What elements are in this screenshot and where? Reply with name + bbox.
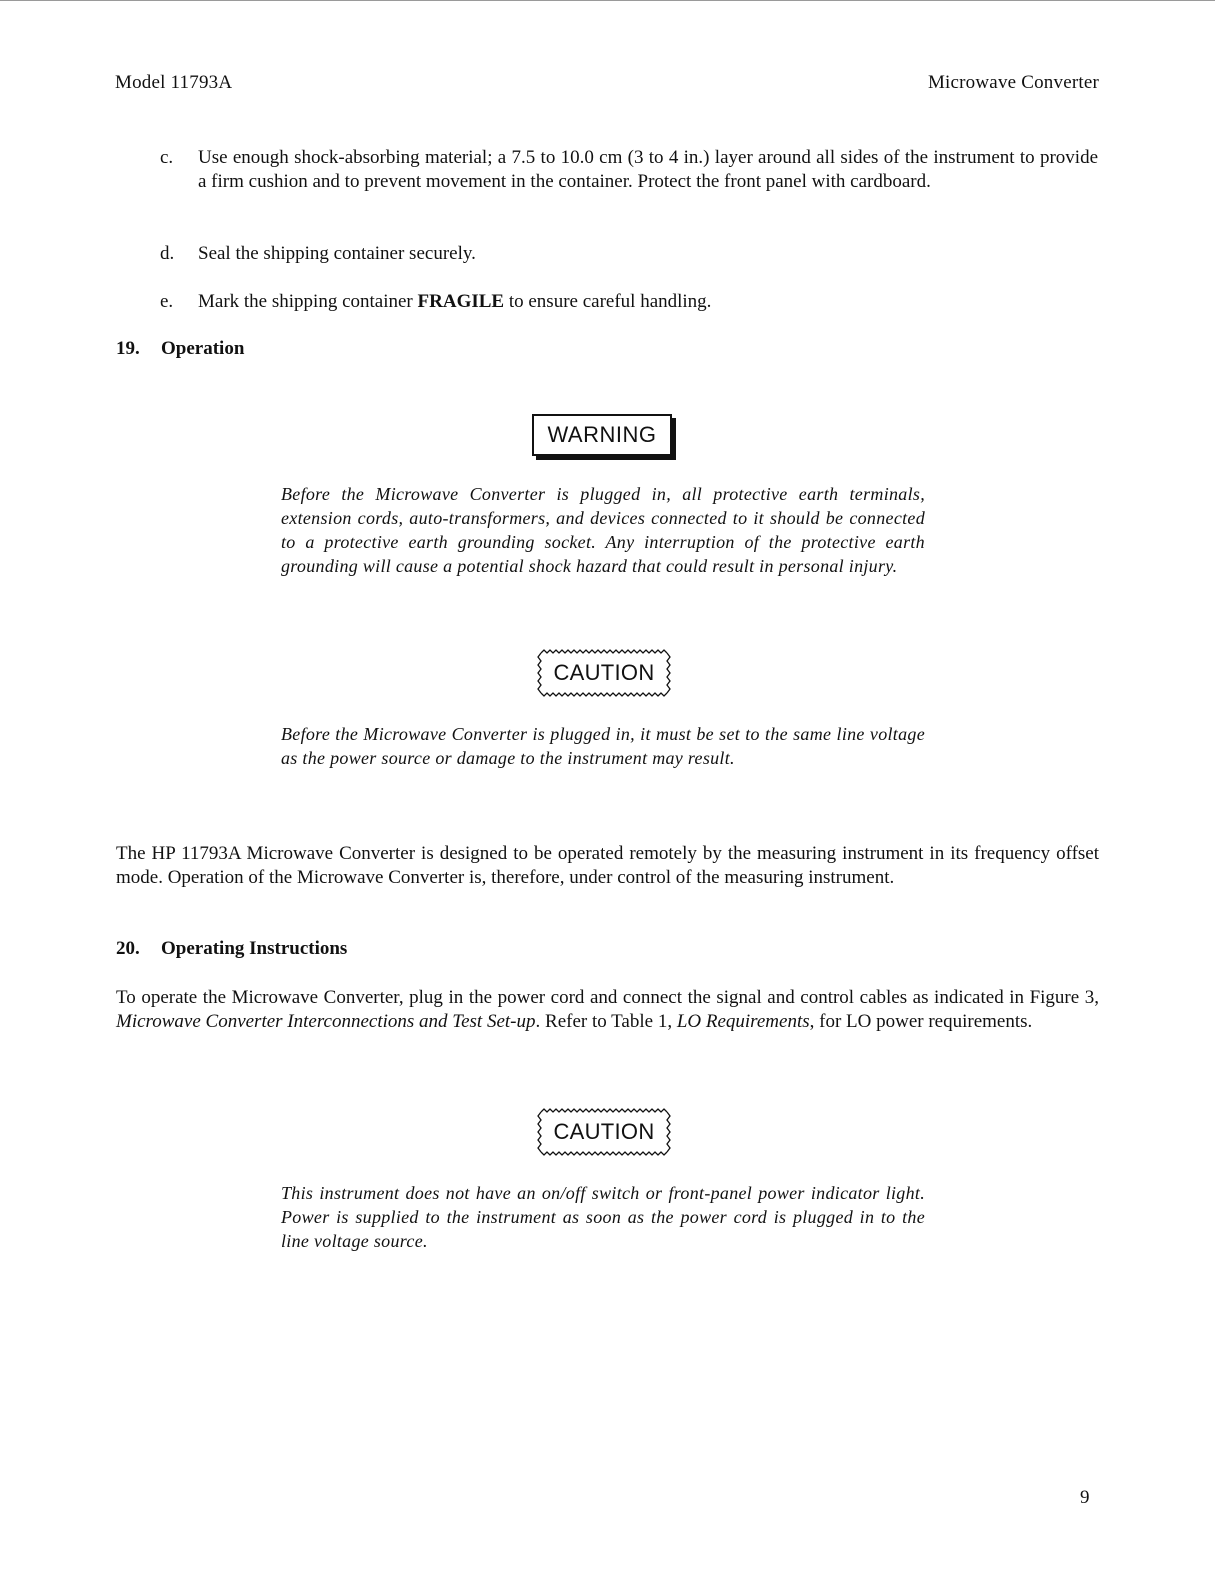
list-letter: e.	[160, 291, 174, 312]
header-product: Microwave Converter	[927, 72, 1099, 93]
list-text	[198, 290, 1098, 314]
para-text: . Refer to Table 1,	[535, 1011, 677, 1032]
list-text: Seal the shipping container securely.	[198, 243, 476, 264]
warning-text: Before the Microwave Converter is plugged in, all protective earth terminals, extension cords, auto-transformers, and devices connected to it should be connected to a protective earth grounding socket. Any interruption of the protective earth grounding will cause a potential shock hazard that could result in personal injury.	[281, 484, 925, 576]
section-20-heading	[116, 938, 347, 960]
section-19-heading	[116, 338, 244, 360]
caution-badge	[537, 648, 671, 698]
list-letter: c.	[160, 147, 174, 168]
warning-label: WARNING	[532, 414, 672, 456]
list-letter: d.	[160, 243, 175, 264]
caution-label: CAUTION	[553, 1119, 655, 1144]
caution-badge	[537, 1107, 671, 1157]
operating-instructions-paragraph	[116, 986, 1099, 1034]
para-text: To operate the Microwave Converter, plug in the power cord and connect the signal and control cables as indicated in Figure 3,	[116, 987, 1099, 1008]
operation-paragraph: The HP 11793A Microwave Converter is designed to be operated remotely by the measuring instrument in its frequency offset mode. Operation of the Microwave Converter is, therefore, under control of the measuring instrument.	[116, 843, 1099, 888]
section-title: Operation	[161, 338, 245, 359]
header-model: Model 11793A	[115, 72, 233, 93]
top-rule	[0, 0, 1215, 1]
section-title: Operating Instructions	[161, 938, 348, 959]
section-number: 19.	[116, 338, 140, 359]
list-text-before: Mark the shipping container	[198, 291, 418, 312]
caution-text: Before the Microwave Converter is plugged in, it must be set to the same line voltage as the power source or damage to the instrument may result.	[281, 724, 925, 768]
caution-label: CAUTION	[553, 660, 655, 685]
fragile-emphasis: FRAGILE	[417, 291, 505, 312]
caution-text: This instrument does not have an on/off switch or front-panel power indicator light. Power is supplied to the instrument as soon as the power cord is plugged in to the line voltage source.	[281, 1183, 925, 1251]
para-text: , for LO power requirements.	[809, 1011, 1033, 1032]
table-reference: LO Requirements	[676, 1011, 810, 1032]
figure-reference: Microwave Converter Interconnections and Test Set-up	[116, 1011, 536, 1032]
section-number: 20.	[116, 938, 140, 959]
list-text: Use enough shock-absorbing material; a 7.5 to 10.0 cm (3 to 4 in.) layer around all sides of the instrument to provide a firm cushion and to prevent movement in the container. Protect the front panel with cardboard.	[198, 147, 1098, 192]
page-number: 9	[1080, 1487, 1090, 1508]
list-text-after: to ensure careful handling.	[504, 291, 712, 312]
